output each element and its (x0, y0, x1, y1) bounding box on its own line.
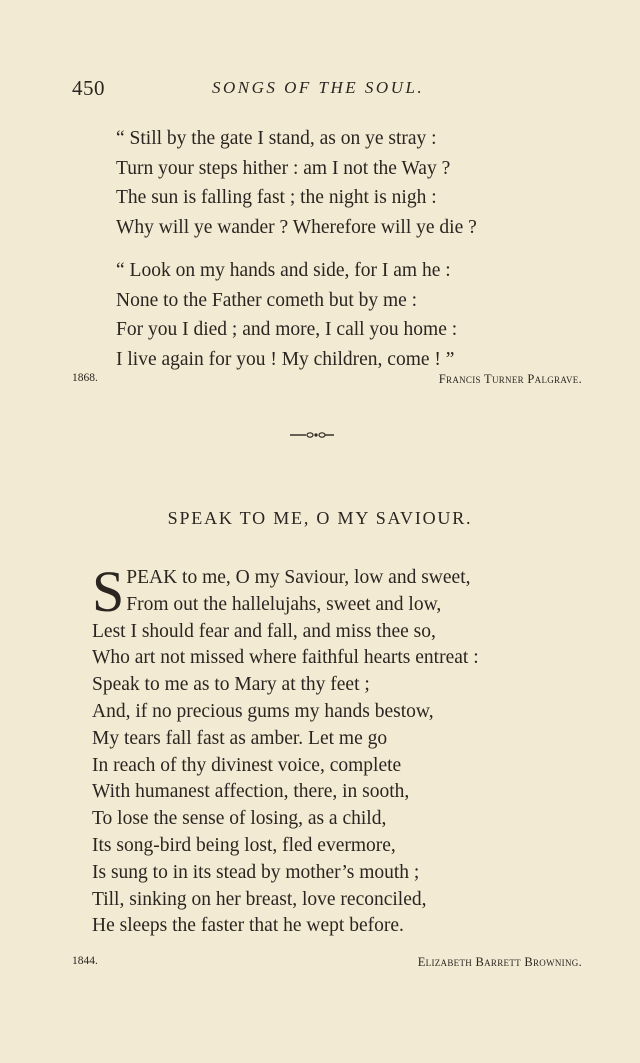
page-header (72, 76, 572, 104)
verse-line: Is sung to in its stead by mother’s mouth ; (92, 861, 420, 883)
poem-lines (92, 619, 612, 941)
poem-body (92, 559, 612, 940)
verse-line: With humanest affection, there, in sooth, (92, 781, 410, 803)
previous-poem-stanza-2 (116, 256, 596, 374)
running-title: SONGS OF THE SOUL. (212, 78, 425, 97)
verse-line: None to the Father cometh but by me : (116, 289, 418, 311)
previous-poem-stanza-1 (116, 124, 596, 242)
poem-opening (92, 559, 612, 624)
verse-line: I live again for you ! My children, come ! ” (116, 348, 455, 370)
verse-line: From out the hallelujahs, sweet and low, (126, 593, 442, 615)
verse-line: And, if no precious gums my hands bestow, (92, 700, 434, 722)
verse-line: “ Look on my hands and side, for I am he : (116, 260, 451, 281)
verse-line: Why will ye wander ? Wherefore will ye die ? (116, 216, 477, 238)
verse-line: For you I died ; and more, I call you home : (116, 319, 458, 340)
verse-line: Speak to me as to Mary at thy feet ; (92, 674, 370, 696)
verse-line: In reach of thy divinest voice, complete (92, 754, 402, 776)
verse-line: PEAK to me, O my Saviour, low and sweet, (126, 567, 471, 588)
section-divider-ornament-icon (290, 428, 334, 442)
verse-line: “ Still by the gate I stand, as on ye stray : (116, 128, 437, 149)
poem-author: Elizabeth Barrett Browning. (417, 955, 582, 969)
verse-line: The sun is falling fast ; the night is nigh : (116, 187, 437, 208)
poem-year: 1844. (72, 955, 98, 967)
verse-line: My tears fall fast as amber. Let me go (92, 727, 388, 749)
poem-title: SPEAK TO ME, O MY SAVIOUR. (167, 508, 473, 528)
verse-line: Lest I should fear and fall, and miss thee so, (92, 620, 436, 642)
previous-poem-author: Francis Turner Palgrave. (438, 372, 582, 386)
verse-line: To lose the sense of losing, as a child, (92, 808, 387, 830)
verse-line: Who art not missed where faithful hearts entreat : (92, 647, 479, 669)
drop-cap: S (92, 559, 125, 624)
verse-line: Its song-bird being lost, fled evermore, (92, 834, 396, 856)
verse-line: He sleeps the faster that he wept before. (92, 915, 404, 937)
verse-line: Till, sinking on her breast, love reconciled, (92, 888, 427, 910)
previous-poem-year: 1868. (72, 372, 98, 384)
page-number: 450 (72, 76, 105, 100)
verse-line: Turn your steps hither : am I not the Way ? (116, 157, 451, 179)
